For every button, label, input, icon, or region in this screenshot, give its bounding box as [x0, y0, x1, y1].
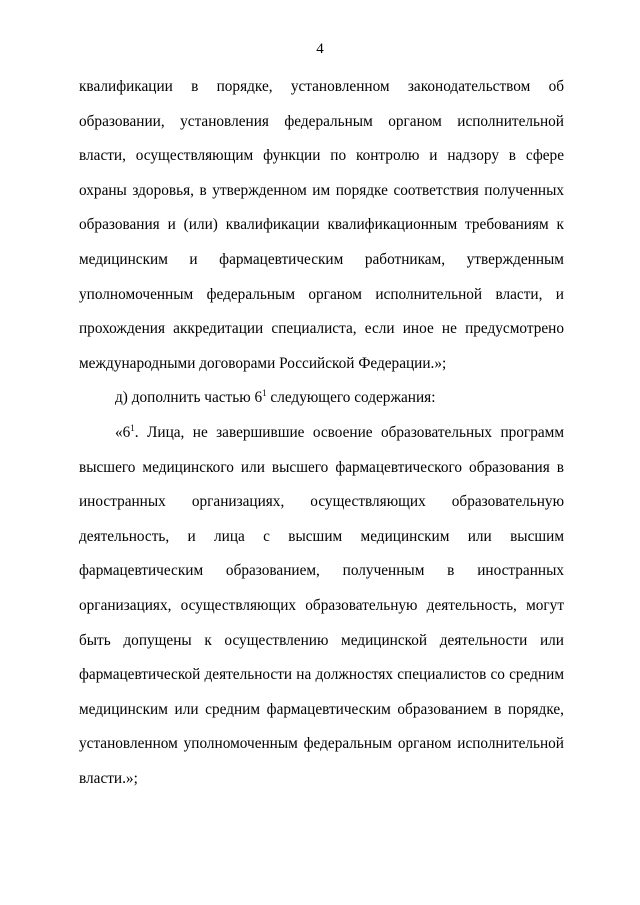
new-part-text: . Лица, не завершившие освоение образовательных программ высшего медицинского или высшего фармацевтического образования в иностранных организациях, осуществляющих образовательную деятельность, и лица с высшим медицинским или высшим фармацевтическим образованием, полученным в иностранных организациях, осуществляющих образовательную деятельность, могут быть допущены к осуществлению медицинской деятельности или фармацевтической деятельности на должностях специалистов со средним медицинским или средним фармацевтическим образованием в порядке, установленном уполномоченным федеральным органом исполнительной власти.»;: [79, 423, 564, 787]
page-number: 4: [316, 41, 324, 57]
new-part-number: «6: [115, 423, 131, 441]
document-body: [79, 70, 564, 796]
item-d-superscript: 1: [262, 388, 267, 399]
paragraph-new-part: [79, 416, 564, 797]
item-d-text: д) дополнить частью 6: [115, 389, 263, 407]
paragraph-item-d: [79, 381, 564, 416]
new-part-superscript: 1: [130, 422, 135, 433]
paragraph-continuation: квалификации в порядке, установленном законодательством об образовании, установления федеральным органом исполнительной власти, осуществляющим функции по контролю и надзору в сфере охраны здоровья, в утвержденном им порядке соответствия полученных образования и (или) квалификации квалификационным требованиям к медицинским и фармацевтическим работникам, утвержденным уполномоченным федеральным органом исполнительной власти, и прохождения аккредитации специалиста, если иное не предусмотрено международными договорами Российской Федерации.»;: [79, 78, 564, 372]
item-d-text-end: следующего содержания:: [266, 389, 436, 407]
